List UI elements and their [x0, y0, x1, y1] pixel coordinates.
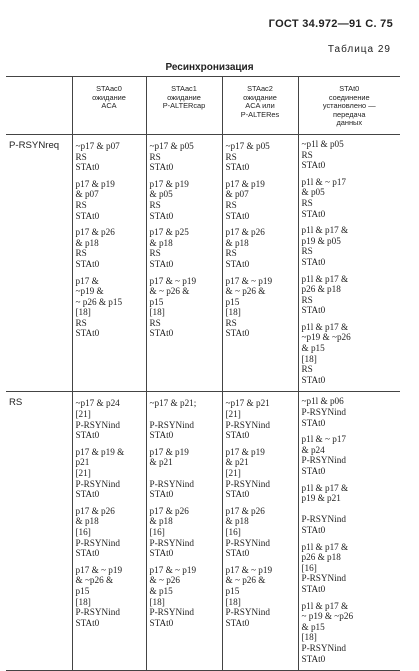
condition-block: p17 & p19 & p21 [21] P-RSYNind STAt0 [225, 446, 270, 500]
condition-block: p1l & p17 & p19 & p21 P-RSYNind STAt0 [301, 482, 349, 535]
col-header-staac1: STAac1 ожидание P-ALTERcap [146, 77, 222, 135]
condition-block: p17 & ~ p19 & ~p26 & p15 [18] P-RSYNind STAt0 [75, 564, 123, 628]
condition-block: p1l & p17 & p26 & p18 RS STAt0 [301, 273, 349, 316]
condition-block: ~p17 & p05 RS STAt0 [149, 140, 194, 173]
condition-block: p1l & p17 & p19 & p05 RS STAt0 [301, 225, 349, 267]
condition-block: p1l & p17 & ~p19 & ~p26 & p15 [18] RS STAt0 [301, 321, 351, 385]
table-row [6, 134, 400, 391]
condition-block: p1l & p17 & p26 & p18 [16] P-RSYNind STAt0 [301, 541, 349, 594]
col-header-staac2: STAac2 ожидание ACA или P-ALTERes [222, 77, 298, 135]
condition-block: ~p17 & p21; P-RSYNind STAt0 [149, 398, 197, 441]
condition-block: ~p17 & p21 [21] P-RSYNind STAt0 [225, 398, 270, 441]
condition-block: p17 & ~ p19 & ~ p26 & p15 [18] RS STAt0 [225, 275, 273, 339]
row-label: P-RSYNreq [6, 134, 72, 391]
table-cell [72, 134, 146, 391]
condition-block: ~p1l & p05 RS STAt0 [301, 138, 344, 171]
condition-block: p1l & p17 & ~ p19 & ~p26 & p15 [18] P-RSYNind STAt0 [301, 600, 354, 664]
col-header-stat0: STAt0 соединение установлено — передача данных [298, 77, 400, 135]
condition-block: p17 & p19 & p07 RS STAt0 [225, 178, 265, 221]
col-header-staac0: STAac0 ожидание ACA [72, 77, 146, 135]
condition-block: p17 & p26 & p18 [16] P-RSYNind STAt0 [75, 505, 120, 559]
condition-block: p17 & p26 & p18 [16] P-RSYNind STAt0 [225, 505, 270, 559]
table-cell [298, 134, 400, 391]
condition-block: p17 & p19 & p07 RS STAt0 [75, 178, 115, 221]
condition-block: p17 & p19 & p21 P-RSYNind STAt0 [149, 446, 194, 500]
table-row [6, 392, 400, 671]
table-number: Таблица 29 [327, 44, 391, 55]
page-header: ГОСТ 34.972—91 С. 75 [268, 18, 393, 30]
row-label: RS [6, 392, 72, 671]
col-header-0 [6, 77, 72, 135]
condition-block: p17 & ~p19 & ~ p26 & p15 [18] RS STAt0 [75, 275, 123, 339]
table-cell [146, 134, 222, 391]
condition-block: p17 & p26 & p18 RS STAt0 [225, 227, 265, 269]
condition-block: p17 & ~ p19 & ~ p26 & p15 [18] RS STAt0 [149, 275, 197, 339]
condition-block: p17 & ~ p19 & ~ p26 & p15 [18] P-RSYNind STAt0 [149, 564, 197, 628]
condition-block: p1l & ~ p17 & p24 P-RSYNind STAt0 [301, 434, 347, 476]
table-cell [222, 134, 298, 391]
table-cell [222, 392, 298, 671]
condition-block: p17 & ~ p19 & ~ p26 & p15 [18] P-RSYNind STAt0 [225, 564, 273, 628]
table-cell [298, 392, 400, 671]
condition-block: ~p17 & p24 [21] P-RSYNind STAt0 [75, 398, 120, 441]
condition-block: p17 & p19 & p21 [21] P-RSYNind STAt0 [75, 446, 125, 500]
condition-block: ~p17 & p05 RS STAt0 [225, 140, 270, 173]
condition-block: p17 & p25 & p18 RS STAt0 [149, 227, 189, 269]
condition-block: ~p1l & p06 P-RSYNind STAt0 [301, 396, 346, 428]
resync-table [6, 76, 400, 671]
condition-block: p1l & ~ p17 & p05 RS STAt0 [301, 176, 347, 219]
header-row [6, 77, 400, 135]
table-cell [72, 392, 146, 671]
condition-block: p17 & p26 & p18 [16] P-RSYNind STAt0 [149, 505, 194, 559]
condition-block: ~p17 & p07 RS STAt0 [75, 140, 120, 173]
condition-block: p17 & p19 & p05 RS STAt0 [149, 178, 189, 221]
table-cell [146, 392, 222, 671]
table-title: Ресинхронизация [165, 62, 254, 73]
condition-block: p17 & p26 & p18 RS STAt0 [75, 227, 115, 269]
